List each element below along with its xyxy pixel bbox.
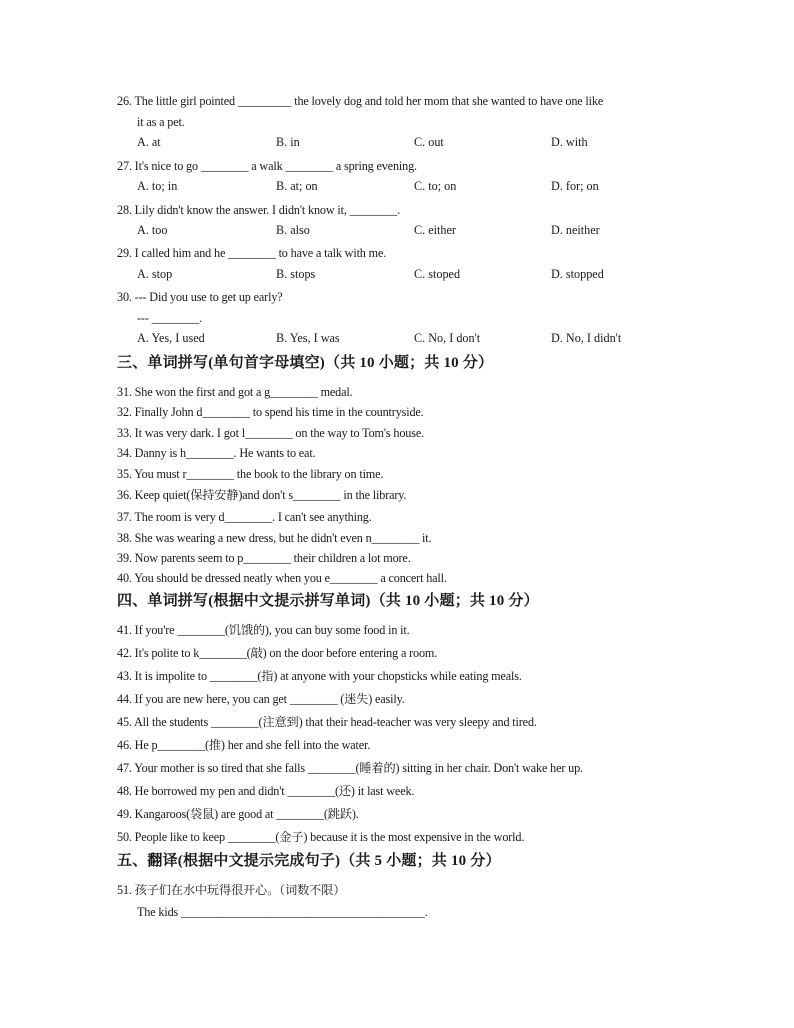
option-29-c: C. stoped (414, 267, 461, 281)
option-30-c: C. No, I don't (414, 331, 481, 345)
question-48: 48. He borrowed my pen and didn't ________(还) it last week. (117, 784, 415, 798)
question-29: 29. I called him and he ________ to have a talk with me. (117, 246, 387, 260)
question-27: 27. It's nice to go ________ a walk ________ a spring evening. (117, 159, 417, 173)
option-27-b: B. at; on (276, 179, 318, 193)
question-39: 39. Now parents seem to p________ their children a lot more. (117, 551, 411, 565)
option-29-d: D. stopped (551, 267, 604, 281)
option-30-b: B. Yes, I was (276, 331, 340, 345)
question-42: 42. It's polite to k________(敲) on the door before entering a room. (117, 646, 438, 660)
question-32: 32. Finally John d________ to spend his time in the countryside. (117, 405, 424, 419)
question-30-continued: --- ________. (137, 311, 203, 325)
option-27-c: C. to; on (414, 179, 457, 193)
option-26-c: C. out (414, 135, 444, 149)
option-28-b: B. also (276, 223, 310, 237)
question-26-continued: it as a pet. (137, 115, 185, 129)
question-43: 43. It is impolite to ________(指) at anyone with your chopsticks while eating meals. (117, 669, 522, 683)
question-34: 34. Danny is h________. He wants to eat. (117, 446, 316, 460)
option-30-a: A. Yes, I used (137, 331, 205, 345)
question-38: 38. She was wearing a new dress, but he didn't even n________ it. (117, 531, 432, 545)
option-27-d: D. for; on (551, 179, 599, 193)
question-33: 33. It was very dark. I got l________ on the way to Tom's house. (117, 426, 424, 440)
question-35: 35. You must r________ the book to the library on time. (117, 467, 384, 481)
question-31: 31. She won the first and got a g________ medal. (117, 385, 353, 399)
option-28-c: C. either (414, 223, 456, 237)
option-27-a: A. to; in (137, 179, 178, 193)
option-28-a: A. too (137, 223, 168, 237)
section-4-heading: 四、单词拼写(根据中文提示拼写单词)（共 10 小题；共 10 分） (117, 593, 539, 609)
option-28-d: D. neither (551, 223, 600, 237)
option-26-a: A. at (137, 135, 161, 149)
question-30: 30. --- Did you use to get up early? (117, 290, 283, 304)
question-26: 26. The little girl pointed _________ the lovely dog and told her mom that she wanted to have one like (117, 94, 604, 108)
question-40: 40. You should be dressed neatly when you e________ a concert hall. (117, 571, 447, 585)
question-50: 50. People like to keep ________(金子) because it is the most expensive in the world. (117, 830, 525, 844)
option-29-b: B. stops (276, 267, 316, 281)
question-45: 45. All the students ________(注意到) that their head-teacher was very sleepy and tired. (117, 715, 537, 729)
question-28: 28. Lily didn't know the answer. I didn't know it, ________. (117, 203, 401, 217)
option-26-d: D. with (551, 135, 588, 149)
question-36: 36. Keep quiet(保持安静)and don't s________ in the library. (117, 488, 407, 502)
option-29-a: A. stop (137, 267, 173, 281)
question-41: 41. If you're ________(饥饿的), you can buy some food in it. (117, 623, 410, 637)
section-3-heading: 三、单词拼写(单句首字母填空)（共 10 小题；共 10 分） (117, 355, 494, 371)
option-30-d: D. No, I didn't (551, 331, 622, 345)
question-37: 37. The room is very d________. I can't see anything. (117, 510, 372, 524)
question-47: 47. Your mother is so tired that she falls ________(睡着的) sitting in her chair. Don't wake her up. (117, 761, 583, 775)
option-26-b: B. in (276, 135, 300, 149)
question-51-answer-line: The kids _________________________________________. (137, 905, 428, 919)
question-49: 49. Kangaroos(袋鼠) are good at ________(跳跃). (117, 807, 359, 821)
section-5-heading: 五、翻译(根据中文提示完成句子)（共 5 小题；共 10 分） (117, 853, 501, 869)
question-44: 44. If you are new here, you can get ________ (迷失) easily. (117, 692, 405, 706)
question-51: 51. 孩子们在水中玩得很开心。（词数不限） (117, 883, 346, 897)
question-46: 46. He p________(推) her and she fell into the water. (117, 738, 371, 752)
